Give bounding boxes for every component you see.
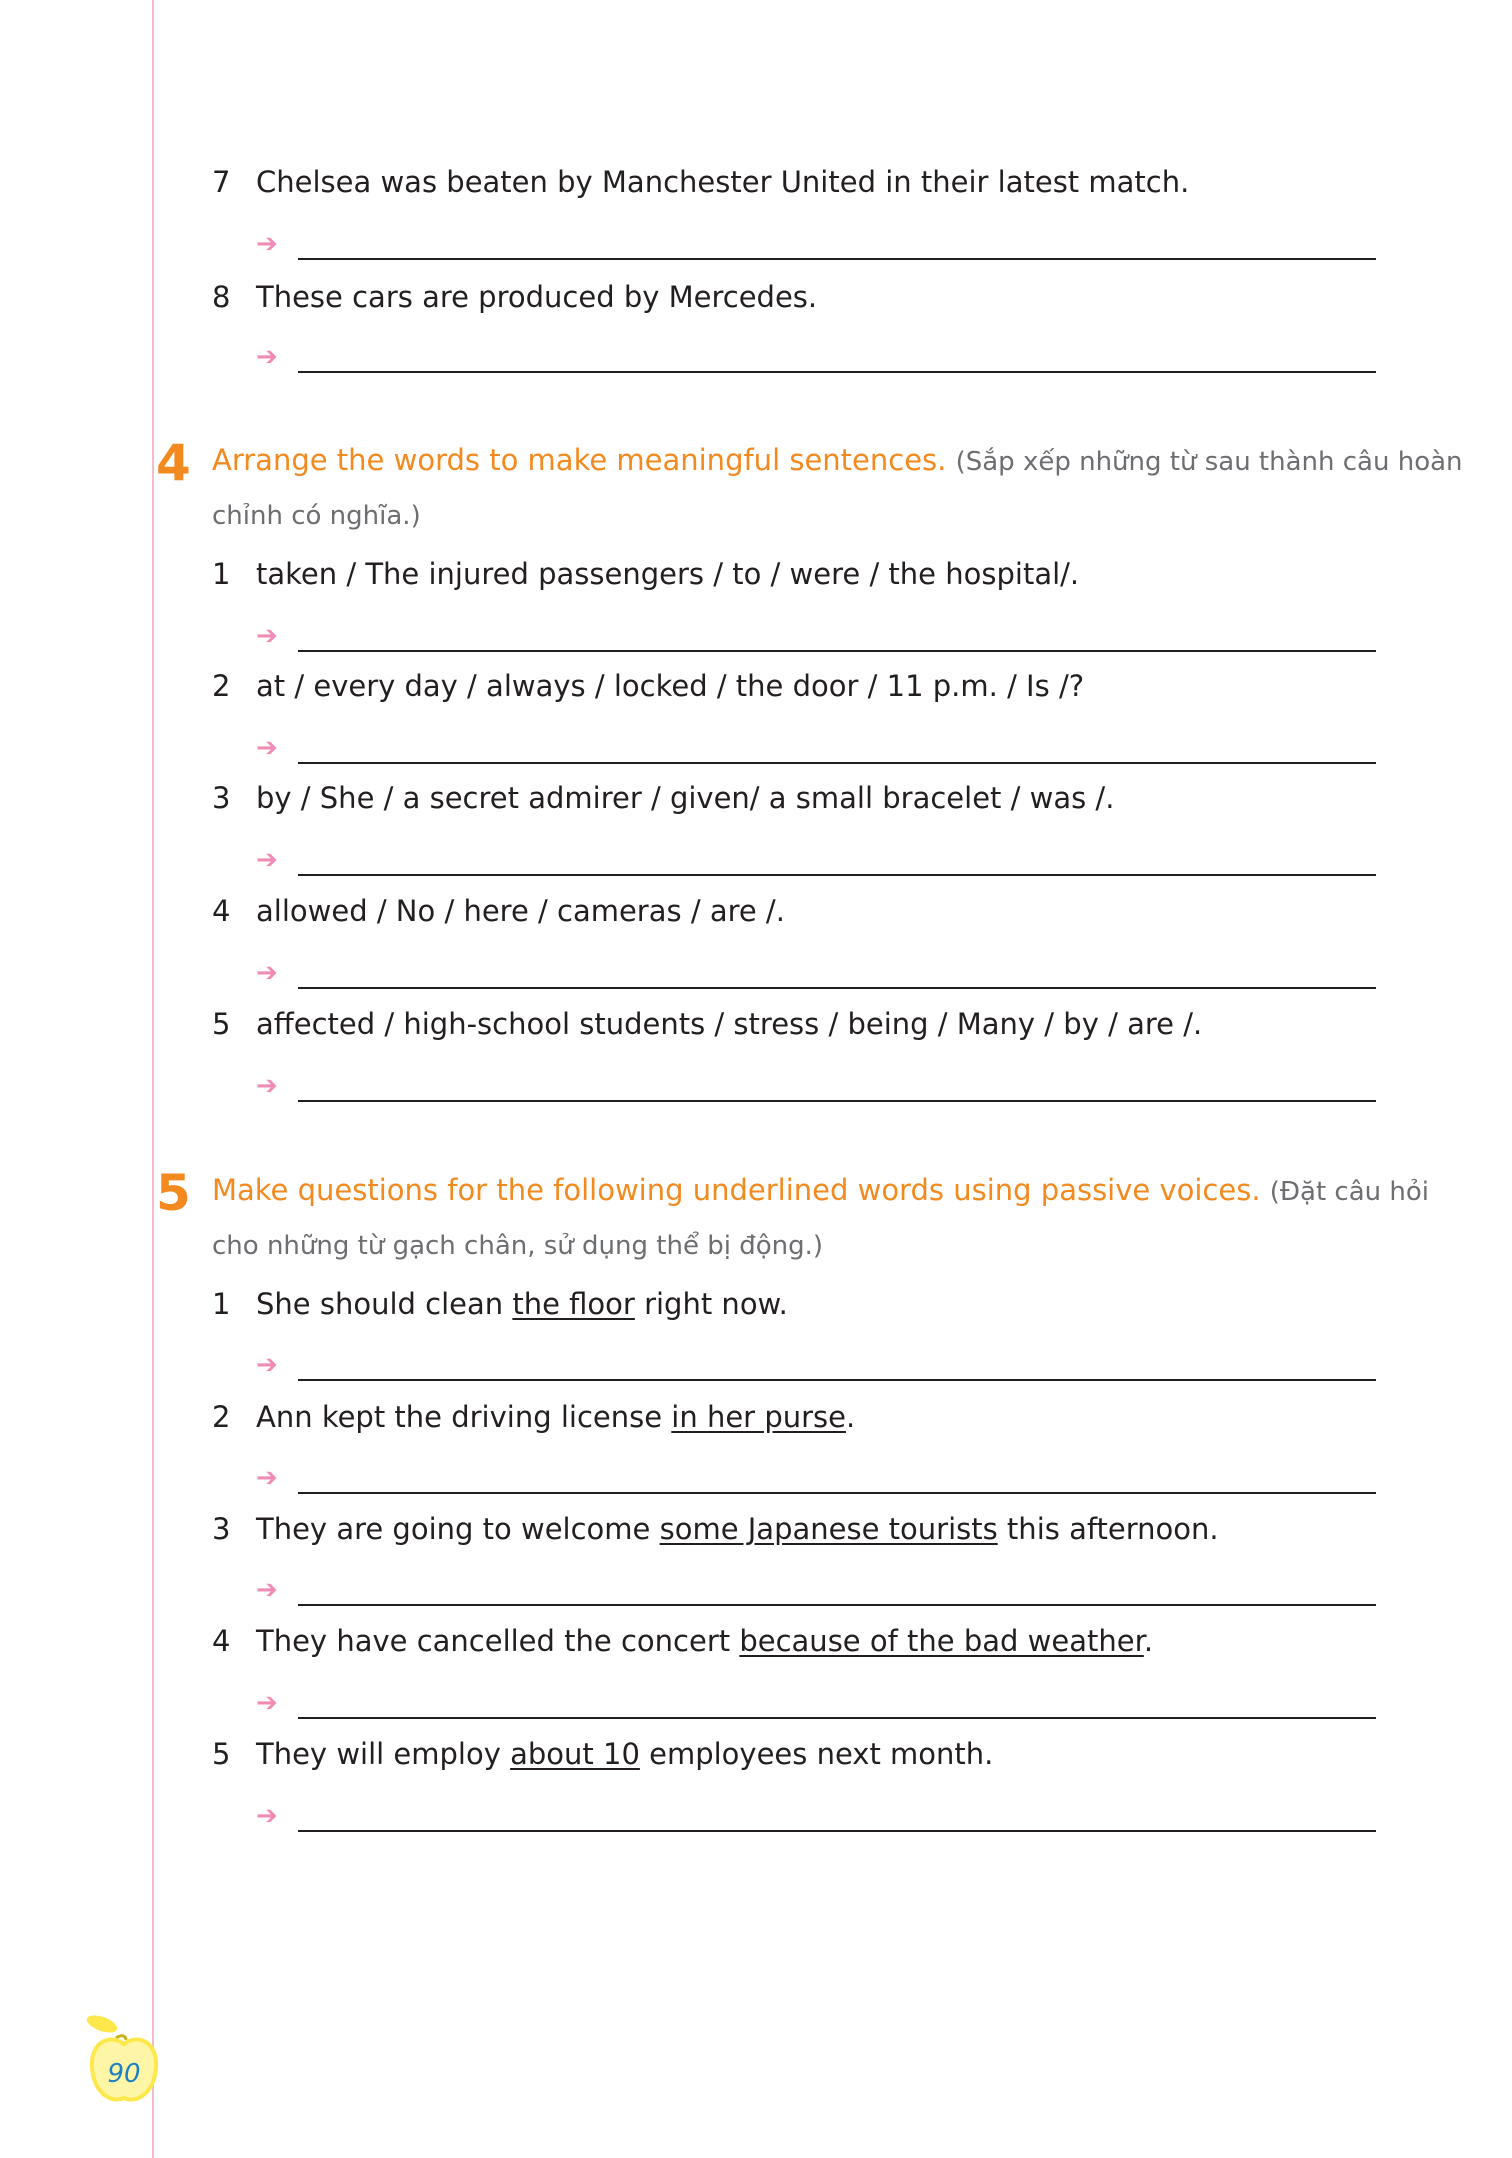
question-number: 5	[212, 1007, 231, 1041]
question-text-before: They have cancelled the concert	[256, 1624, 740, 1658]
answer-line-5-2[interactable]	[256, 1458, 1376, 1498]
section-4-question-3	[212, 778, 1392, 818]
answer-blank	[298, 650, 1376, 652]
question-text-before: They are going to welcome	[256, 1512, 660, 1546]
question-8	[212, 277, 1392, 317]
question-text: by / She / a secret admirer / given/ a small bracelet / was /.	[256, 781, 1115, 815]
question-7	[212, 162, 1392, 202]
question-number: 8	[212, 280, 231, 314]
arrow-right-icon: ➔	[256, 1463, 278, 1493]
question-text: allowed / No / here / cameras / are /.	[256, 894, 785, 928]
arrow-right-icon: ➔	[256, 845, 278, 875]
question-number: 1	[212, 557, 231, 591]
arrow-right-icon: ➔	[256, 621, 278, 651]
page-number: 90	[107, 2059, 141, 2089]
answer-blank	[298, 258, 1376, 260]
arrow-right-icon: ➔	[256, 229, 278, 259]
answer-blank	[298, 874, 1376, 876]
translation-continued: cho những từ gạch chân, sử dụng thể bị động.)	[212, 1231, 823, 1261]
instruction-text: Arrange the words to make meaningful sentences.	[212, 443, 947, 477]
arrow-right-icon: ➔	[256, 1575, 278, 1605]
page-number-badge	[82, 2012, 166, 2112]
arrow-right-icon: ➔	[256, 1350, 278, 1380]
underlined-words: some Japanese tourists	[659, 1512, 998, 1546]
apple-icon	[82, 2012, 166, 2112]
question-text: at / every day / always / locked / the door / 11 p.m. / Is /?	[256, 669, 1085, 703]
answer-line-4-2[interactable]	[256, 728, 1376, 768]
question-number: 3	[212, 781, 231, 815]
section-number: 5	[156, 1164, 191, 1222]
margin-line	[152, 0, 154, 2158]
translation-continued: chỉnh có nghĩa.)	[212, 501, 421, 531]
question-text: These cars are produced by Mercedes.	[256, 280, 818, 314]
answer-blank	[298, 1717, 1376, 1719]
question-text-before: They will employ	[256, 1737, 511, 1771]
answer-blank	[298, 987, 1376, 989]
arrow-right-icon: ➔	[256, 1071, 278, 1101]
question-number: 5	[212, 1737, 231, 1771]
answer-blank	[298, 371, 1376, 373]
arrow-right-icon: ➔	[256, 733, 278, 763]
section-instruction	[212, 1170, 1429, 1212]
answer-blank	[298, 1492, 1376, 1494]
question-number: 3	[212, 1512, 231, 1546]
section-5-question-4	[212, 1621, 1392, 1661]
arrow-right-icon: ➔	[256, 1801, 278, 1831]
section-4-question-1	[212, 554, 1392, 594]
question-number: 4	[212, 1624, 231, 1658]
answer-blank	[298, 1604, 1376, 1606]
answer-blank	[298, 762, 1376, 764]
question-text-after: employees next month.	[639, 1737, 994, 1771]
answer-line-8[interactable]	[256, 337, 1376, 377]
question-text-after: this afternoon.	[997, 1512, 1219, 1546]
question-text-after: .	[1143, 1624, 1154, 1658]
section-5-question-2	[212, 1397, 1392, 1437]
question-number: 2	[212, 1400, 231, 1434]
answer-line-7[interactable]	[256, 224, 1376, 264]
arrow-right-icon: ➔	[256, 342, 278, 372]
answer-blank	[298, 1830, 1376, 1832]
question-text-after: .	[845, 1400, 856, 1434]
question-number: 1	[212, 1287, 231, 1321]
question-number: 4	[212, 894, 231, 928]
answer-blank	[298, 1100, 1376, 1102]
question-number: 7	[212, 165, 231, 199]
underlined-words: about 10	[510, 1737, 640, 1771]
section-5-question-5	[212, 1734, 1392, 1774]
question-text: Chelsea was beaten by Manchester United in their latest match.	[256, 165, 1190, 199]
answer-line-5-5[interactable]	[256, 1796, 1376, 1836]
arrow-right-icon: ➔	[256, 1688, 278, 1718]
underlined-words: the floor	[512, 1287, 635, 1321]
section-5-question-3	[212, 1509, 1392, 1549]
arrow-right-icon: ➔	[256, 958, 278, 988]
question-number: 2	[212, 669, 231, 703]
answer-line-4-1[interactable]	[256, 616, 1376, 656]
section-5-question-1	[212, 1284, 1392, 1324]
section-number: 4	[156, 434, 191, 492]
underlined-words: because of the bad weather	[739, 1624, 1144, 1658]
answer-line-4-5[interactable]	[256, 1066, 1376, 1106]
translation-text: (Sắp xếp những từ sau thành câu hoàn	[955, 447, 1463, 477]
section-instruction	[212, 440, 1463, 482]
question-text-before: Ann kept the driving license	[256, 1400, 672, 1434]
answer-line-5-1[interactable]	[256, 1345, 1376, 1385]
question-text-after: right now.	[634, 1287, 788, 1321]
question-text: affected / high-school students / stress / being / Many / by / are /.	[256, 1007, 1203, 1041]
section-4-question-5	[212, 1004, 1392, 1044]
answer-blank	[298, 1379, 1376, 1381]
section-4-question-2	[212, 666, 1392, 706]
question-text-before: She should clean	[256, 1287, 513, 1321]
answer-line-4-4[interactable]	[256, 953, 1376, 993]
translation-text: (Đặt câu hỏi	[1269, 1177, 1430, 1207]
answer-line-5-4[interactable]	[256, 1683, 1376, 1723]
answer-line-4-3[interactable]	[256, 840, 1376, 880]
underlined-words: in her purse	[671, 1400, 846, 1434]
answer-line-5-3[interactable]	[256, 1570, 1376, 1610]
section-4-question-4	[212, 891, 1392, 931]
question-text: taken / The injured passengers / to / were / the hospital/.	[256, 557, 1080, 591]
instruction-text: Make questions for the following underlined words using passive voices.	[212, 1173, 1261, 1207]
